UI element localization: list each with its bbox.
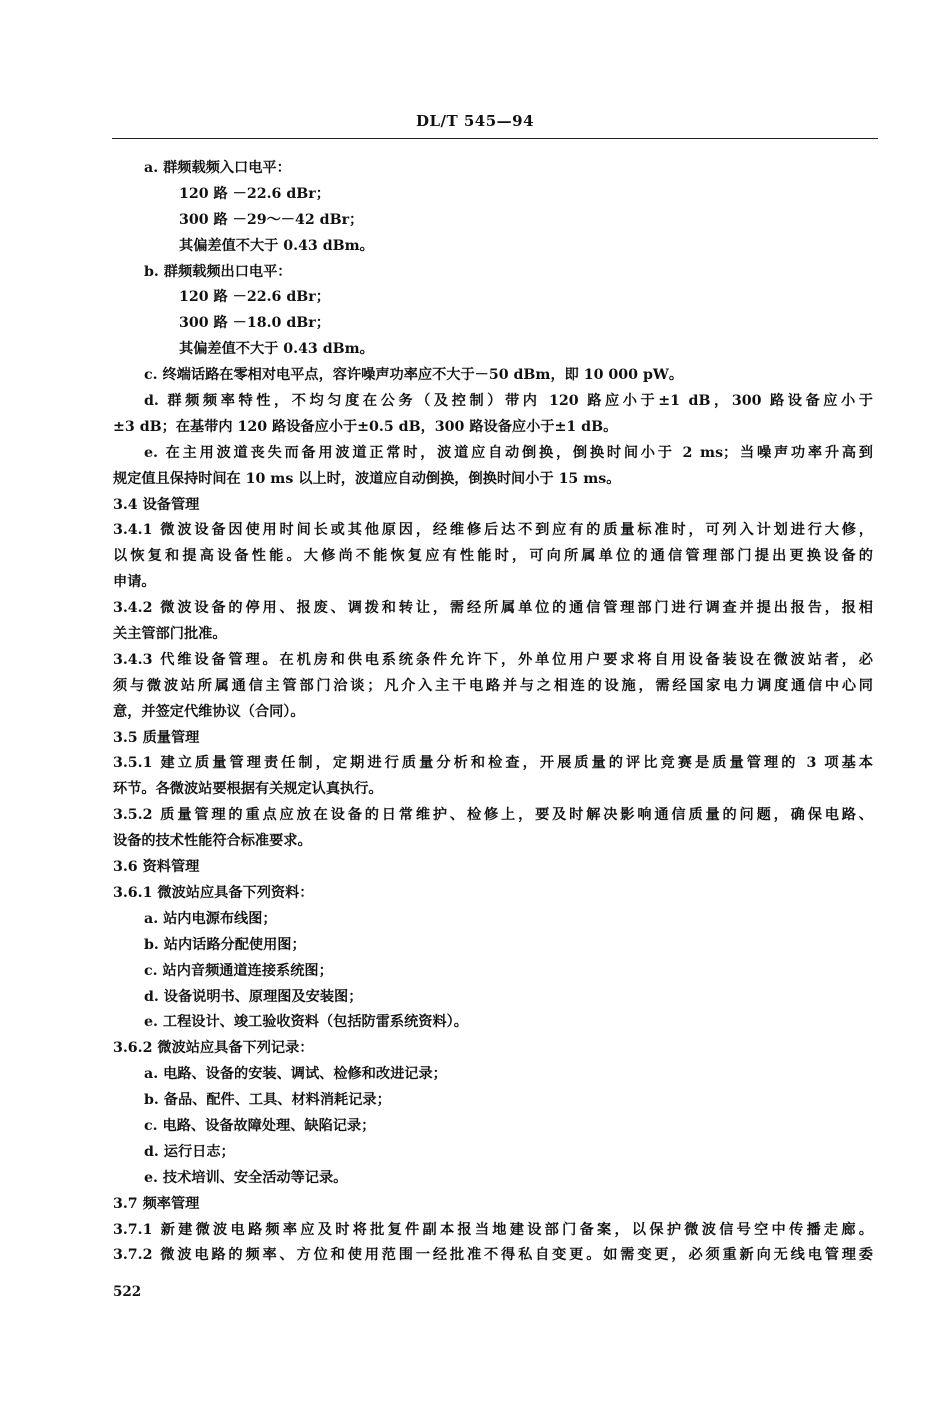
text-line: 设备的技术性能符合标准要求。 bbox=[113, 833, 312, 850]
text-line: c. 终端话路在零相对电平点，容许噪声功率应不大于－50 dBm，即 10 000 pW。 bbox=[144, 367, 684, 384]
text-line: 申请。 bbox=[113, 574, 156, 591]
text-line: 3.6.1 微波站应具备下列资料： bbox=[113, 884, 314, 901]
text-line: b. 群频载频出口电平： bbox=[144, 263, 292, 280]
text-line: 3.5.1 建立质量管理责任制，定期进行质量分析和检查，开展质量的评比竞赛是质量管理的 3 项基本 bbox=[113, 755, 873, 772]
text-line: 3.7 频率管理 bbox=[113, 1195, 200, 1212]
text-line: c. 站内音频通道连接系统图； bbox=[144, 962, 333, 979]
text-line: c. 电路、设备故障处理、缺陷记录； bbox=[144, 1117, 376, 1134]
text-line: b. 站内话路分配使用图； bbox=[144, 936, 306, 953]
text-line: 120 路 －22.6 dBr； bbox=[179, 289, 330, 306]
text-line: 须与微波站所属通信主管部门洽谈；凡介入主干电路并与之相连的设施，需经国家电力调度通信中心同 bbox=[113, 677, 873, 694]
text-line: 3.7.2 微波电路的频率、方位和使用范围一经批准不得私自变更。如需变更，必须重新向无线电管理委 bbox=[113, 1247, 873, 1264]
text-line: d. 运行日志； bbox=[144, 1143, 235, 1160]
text-line: a. 站内电源布线图； bbox=[144, 910, 277, 927]
text-line: 120 路 －22.6 dBr； bbox=[179, 185, 330, 202]
text-line: 3.6 资料管理 bbox=[113, 859, 200, 876]
text-line: 其偏差值不大于 0.43 dBm。 bbox=[179, 237, 374, 254]
text-line: 300 路 －18.0 dBr； bbox=[179, 315, 330, 332]
page-number: 522 bbox=[113, 1284, 142, 1300]
text-line: e. 工程设计、竣工验收资料（包括防雷系统资料）。 bbox=[144, 1014, 468, 1031]
text-line: 3.4.1 微波设备因使用时间长或其他原因，经维修后达不到应有的质量标准时，可列入计划进行大修， bbox=[113, 522, 873, 539]
text-line: 3.5.2 质量管理的重点应放在设备的日常维护、检修上，要及时解决影响通信质量的问题，确保电路、 bbox=[113, 807, 873, 824]
text-line: 关主管部门批准。 bbox=[113, 626, 227, 643]
text-line: e. 在主用波道丧失而备用波道正常时，波道应自动倒换，倒换时间小于 2 ms；当噪声功率升高到 bbox=[144, 444, 873, 461]
text-line: 规定值且保持时间在 10 ms 以上时，波道应自动倒换，倒换时间小于 15 ms。 bbox=[113, 470, 621, 487]
text-line: a. 群频载频入口电平： bbox=[144, 160, 291, 176]
text-line: 环节。各微波站要根据有关规定认真执行。 bbox=[113, 781, 383, 798]
text-line: 3.4.2 微波设备的停用、报废、调拨和转让，需经所属单位的通信管理部门进行调查并提出报告，报相 bbox=[113, 600, 873, 617]
document-code-header: DL/T 545—94 bbox=[415, 112, 535, 130]
text-line: 其偏差值不大于 0.43 dBm。 bbox=[179, 341, 374, 358]
text-line: 以恢复和提高设备性能。大修尚不能恢复应有性能时，可向所属单位的通信管理部门提出更换设备的 bbox=[113, 548, 873, 565]
text-line: 3.4 设备管理 bbox=[113, 496, 200, 513]
text-line: ±3 dB；在基带内 120 路设备应小于±0.5 dB，300 路设备应小于±1 dB。 bbox=[113, 418, 618, 435]
text-line: e. 技术培训、安全活动等记录。 bbox=[144, 1169, 348, 1186]
text-line: d. 设备说明书、原理图及安装图； bbox=[144, 988, 363, 1005]
document-body bbox=[113, 156, 873, 1269]
text-line: 300 路 －29～－42 dBr； bbox=[179, 211, 364, 228]
text-line: b. 备品、配件、工具、材料消耗记录； bbox=[144, 1092, 391, 1109]
text-line: d. 群频频率特性，不均匀度在公务（及控制）带内 120 路应小于±1 dB，300 路设备应小于 bbox=[144, 393, 873, 410]
text-line: 意，并签定代维协议（合同）。 bbox=[113, 703, 305, 720]
text-line: 3.5 质量管理 bbox=[113, 729, 200, 746]
text-line: 3.7.1 新建微波电路频率应及时将批复件副本报当地建设部门备案，以保护微波信号空中传播走廊。 bbox=[113, 1221, 873, 1238]
text-line: a. 电路、设备的安装、调试、检修和改进记录； bbox=[144, 1066, 447, 1083]
text-line: 3.4.3 代维设备管理。在机房和供电系统条件允许下，外单位用户要求将自用设备装设在微波站者，必 bbox=[113, 651, 873, 668]
text-line: 3.6.2 微波站应具备下列记录： bbox=[113, 1040, 314, 1057]
header-rule bbox=[112, 138, 878, 139]
